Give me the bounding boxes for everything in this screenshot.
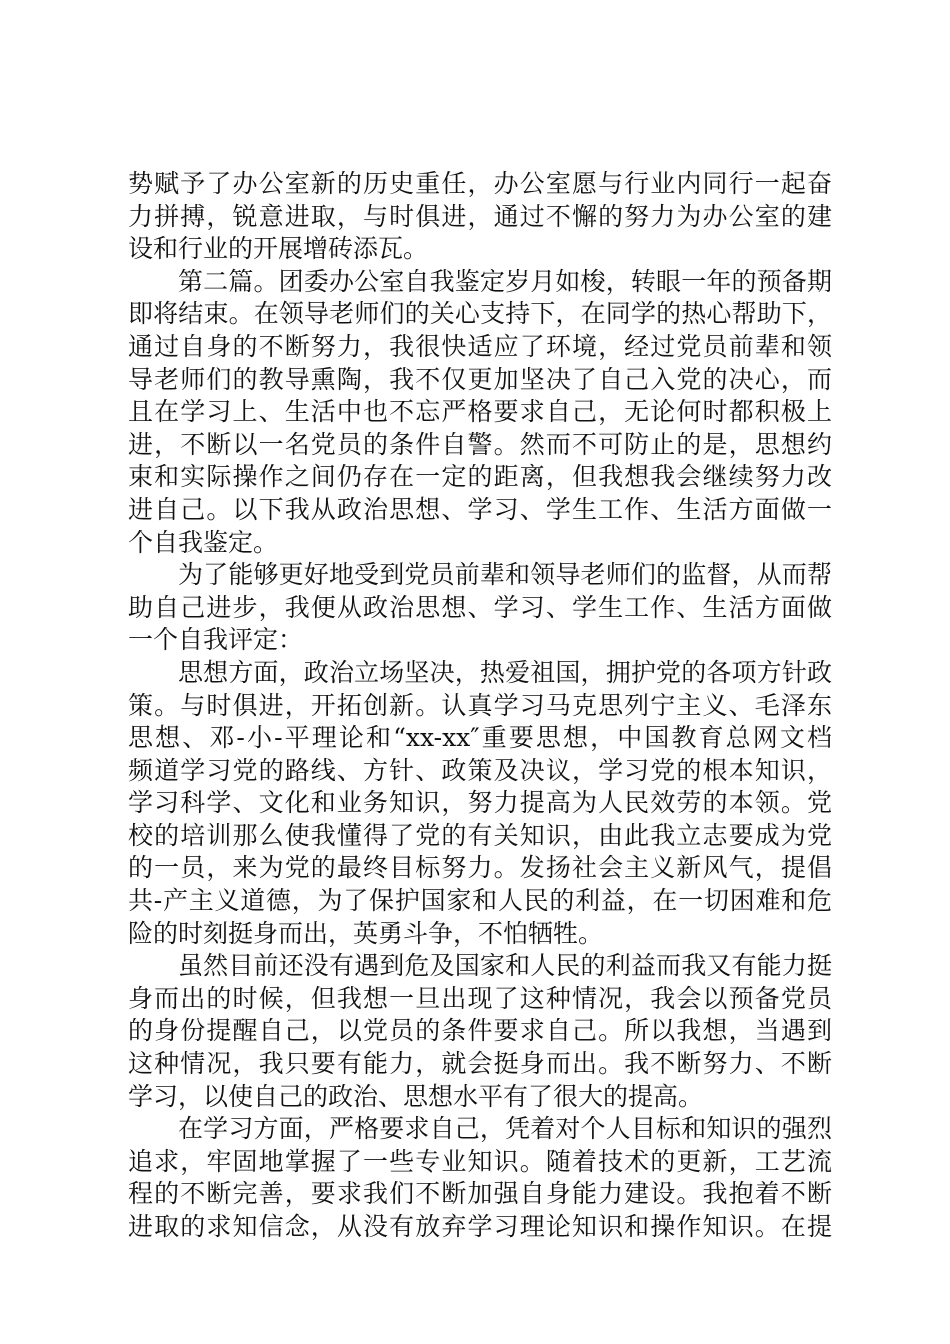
text-line: 助自己进步，我便从政治思想、学习、学生工作、生活方面做 <box>128 592 832 622</box>
text-line: 束和实际操作之间仍存在一定的距离，但我想我会继续努力改 <box>128 462 832 492</box>
text-line: 进，不断以一名党员的条件自警。然而不可防止的是，思想约 <box>128 429 832 459</box>
paragraph-first-line: 思想方面，政治立场坚决，热爱祖国，拥护党的各项方针政 <box>178 657 832 687</box>
paragraph-first-line: 为了能够更好地受到党员前辈和领导老师们的监督，从而帮 <box>178 560 832 590</box>
text-line: 身而出的时候，但我想一旦出现了这种情况，我会以预备党员 <box>128 983 832 1013</box>
document-body <box>128 168 832 1244</box>
text-line: 共-产主义道德，为了保护国家和人民的利益，在一切困难和危 <box>128 886 832 916</box>
text-line: 即将结束。在领导老师们的关心支持下，在同学的热心帮助下， <box>128 299 832 329</box>
text-line: 设和行业的开展增砖添瓦。 <box>128 234 429 264</box>
text-line: 个自我鉴定。 <box>128 527 279 557</box>
text-line: 频道学习党的路线、方针、政策及决议，学习党的根本知识， <box>128 755 832 785</box>
text-line: 学习科学、文化和业务知识，努力提高为人民效劳的本领。党 <box>128 788 832 818</box>
text-line: 程的不断完善，要求我们不断加强自身能力建设。我抱着不断 <box>128 1179 832 1209</box>
paragraph-first-line: 虽然目前还没有遇到危及国家和人民的利益而我又有能力挺 <box>178 951 832 981</box>
text-line: 导老师们的教导熏陶，我不仅更加坚决了自己入党的决心，而 <box>128 364 832 394</box>
text-line: 一个自我评定： <box>128 625 304 655</box>
text-line: 策。与时俱进，开拓创新。认真学习马克思列宁主义、毛泽东 <box>128 690 832 720</box>
text-line: 力拼搏，锐意进取，与时俱进，通过不懈的努力为办公室的建 <box>128 201 832 231</box>
text-line: 进自己。以下我从政治思想、学习、学生工作、生活方面做一 <box>128 494 832 524</box>
text-line: 这种情况，我只要有能力，就会挺身而出。我不断努力、不断 <box>128 1049 832 1079</box>
text-line: 的一员，来为党的最终目标努力。发扬社会主义新风气，提倡 <box>128 853 832 883</box>
text-line: 且在学习上、生活中也不忘严格要求自己，无论何时都积极上 <box>128 397 832 427</box>
paragraph-first-line: 第二篇。团委办公室自我鉴定岁月如梭，转眼一年的预备期 <box>178 266 832 296</box>
text-line: 学习，以使自己的政治、思想水平有了很大的提高。 <box>128 1081 704 1111</box>
paragraph-first-line: 在学习方面，严格要求自己，凭着对个人目标和知识的强烈 <box>178 1114 832 1144</box>
text-line: 进取的求知信念，从没有放弃学习理论知识和操作知识。在提 <box>128 1212 832 1241</box>
text-line: 追求，牢固地掌握了一些专业知识。随着技术的更新，工艺流 <box>128 1146 832 1176</box>
text-line: 通过自身的不断努力，我很快适应了环境，经过党员前辈和领 <box>128 331 832 361</box>
text-line: 险的时刻挺身而出，英勇斗争，不怕牺牲。 <box>128 918 604 948</box>
text-line: 思想、邓-小-平理论和“xx-xx″重要思想，中国教育总网文档 <box>128 723 832 753</box>
text-line: 校的培训那么使我懂得了党的有关知识，由此我立志要成为党 <box>128 820 832 850</box>
text-line: 的身份提醒自己，以党员的条件要求自己。所以我想，当遇到 <box>128 1016 832 1046</box>
text-line: 势赋予了办公室新的历史重任，办公室愿与行业内同行一起奋 <box>128 169 832 198</box>
